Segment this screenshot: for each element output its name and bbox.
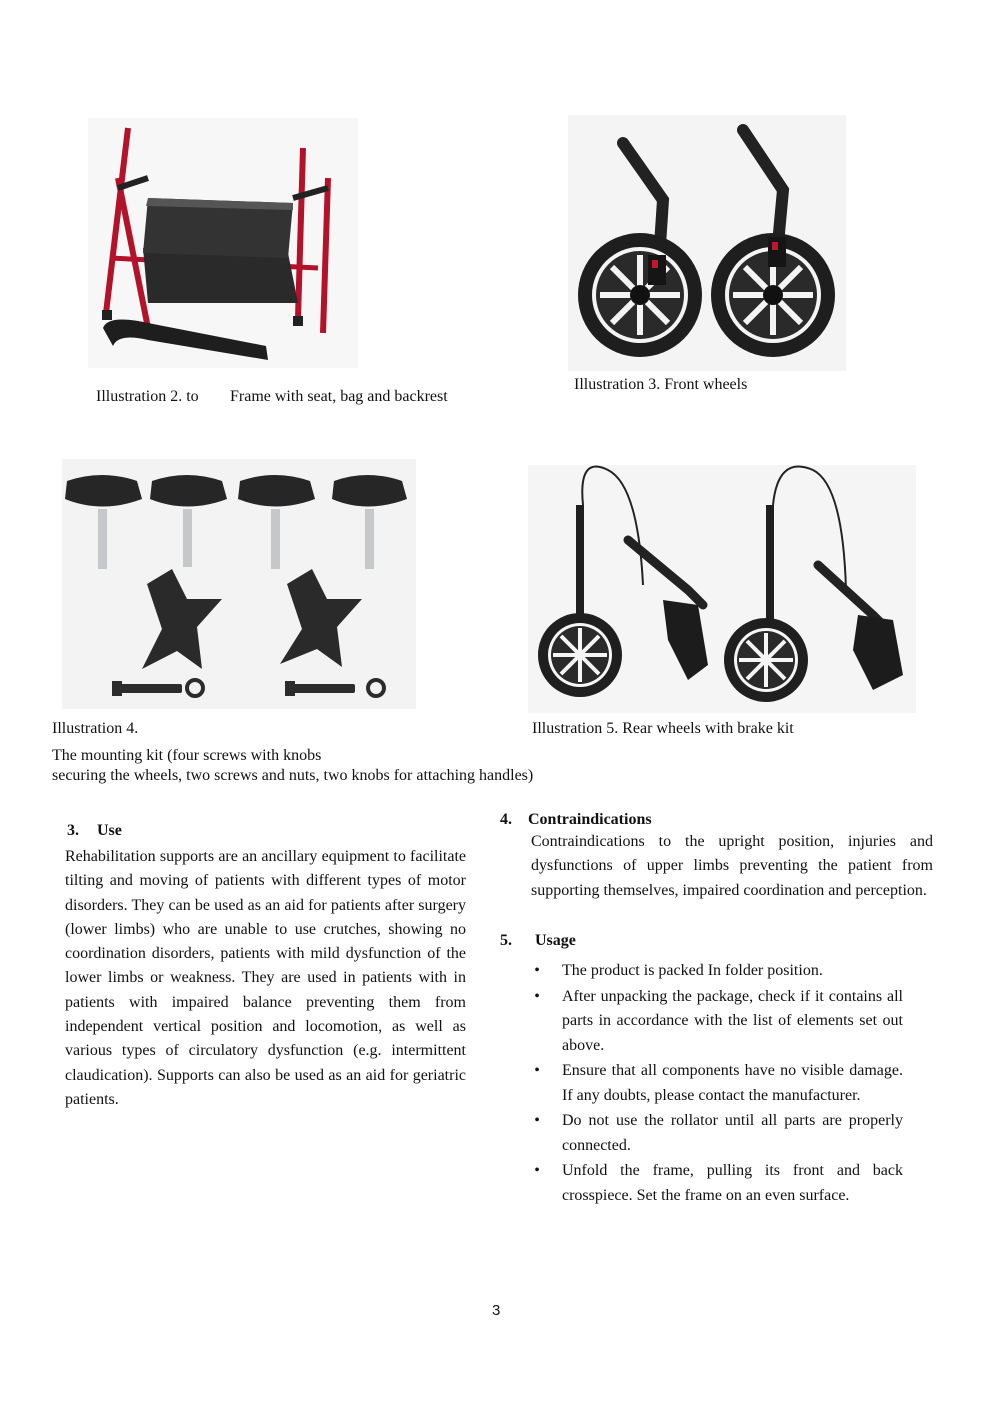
section-number: 5. — [500, 932, 512, 949]
list-item — [532, 985, 903, 1059]
figure-caption-text: Frame with seat, bag and backrest — [230, 388, 448, 405]
illustration-4-label: Illustration 4. — [52, 720, 139, 737]
illustration-4-caption-line2: securing the wheels, two screws and nuts, two knobs for attaching handles) — [52, 767, 534, 784]
bullet-icon: • — [534, 1162, 540, 1179]
section-number: 4. — [500, 811, 512, 828]
illustration-5-caption: Illustration 5. Rear wheels with brake kit — [532, 720, 794, 737]
illustration-4-caption-line1: The mounting kit (four screws with knobs — [52, 747, 322, 764]
illustration-5-image — [528, 465, 916, 713]
bullet-icon: • — [534, 1112, 540, 1129]
illustration-2-caption — [96, 387, 448, 407]
illustration-3-caption: Illustration 3. Front wheels — [574, 376, 748, 393]
section-5-heading — [500, 932, 576, 950]
list-item — [532, 1059, 903, 1108]
figure-label: Illustration 2. to — [96, 388, 199, 405]
section-4-text: Contraindications to the upright position, injuries and dysfunctions of upper limbs preventing the patient from supporting themselves, impaired coordination and perception. — [531, 833, 933, 899]
list-item-text: Ensure that all components have no visible damage. If any doubts, please contact the manufacturer. — [562, 1062, 903, 1104]
usage-list — [532, 959, 903, 1209]
illustration-3-image — [568, 115, 846, 371]
list-item — [532, 959, 903, 984]
bullet-icon: • — [534, 962, 540, 979]
page-number: 3 — [492, 1302, 501, 1319]
list-item-text: The product is packed In folder position. — [562, 962, 823, 979]
section-3-text: Rehabilitation supports are an ancillary equipment to facilitate tilting and moving of patients with different types of motor disorders. They can be used as an aid for patients after surgery (lower limbs) who are unable to use crutches, showing no coordination disorders, patients with mild dysfunction of the lower limbs or weakness. They are used in patients with in patients with impaired balance preventing them from independent vertical position and locomotion, as well as various types of circulatory dysfunction (e.g. intermittent claudication). Supports can also be used as an aid for geriatric patients. — [65, 848, 466, 1108]
section-title: Usage — [535, 932, 576, 949]
list-item — [532, 1109, 903, 1158]
bullet-icon: • — [534, 1062, 540, 1079]
list-item — [532, 1159, 903, 1208]
bullet-icon: • — [534, 987, 540, 1005]
section-title: Use — [97, 822, 122, 839]
section-number: 3. — [67, 822, 79, 839]
illustration-4-image — [62, 459, 416, 709]
list-item-text: Unfold the frame, pulling its front and back crosspiece. Set the frame on an even surface. — [562, 1162, 903, 1204]
section-4-heading — [500, 811, 652, 829]
section-title: Contraindications — [528, 811, 652, 828]
list-item-text: After unpacking the package, check if it contains all parts in accordance with the list of elements set out above. — [562, 987, 903, 1054]
list-item-text: Do not use the rollator until all parts are properly connected. — [562, 1112, 903, 1154]
illustration-2-image — [88, 118, 358, 368]
section-3-heading — [67, 822, 122, 840]
